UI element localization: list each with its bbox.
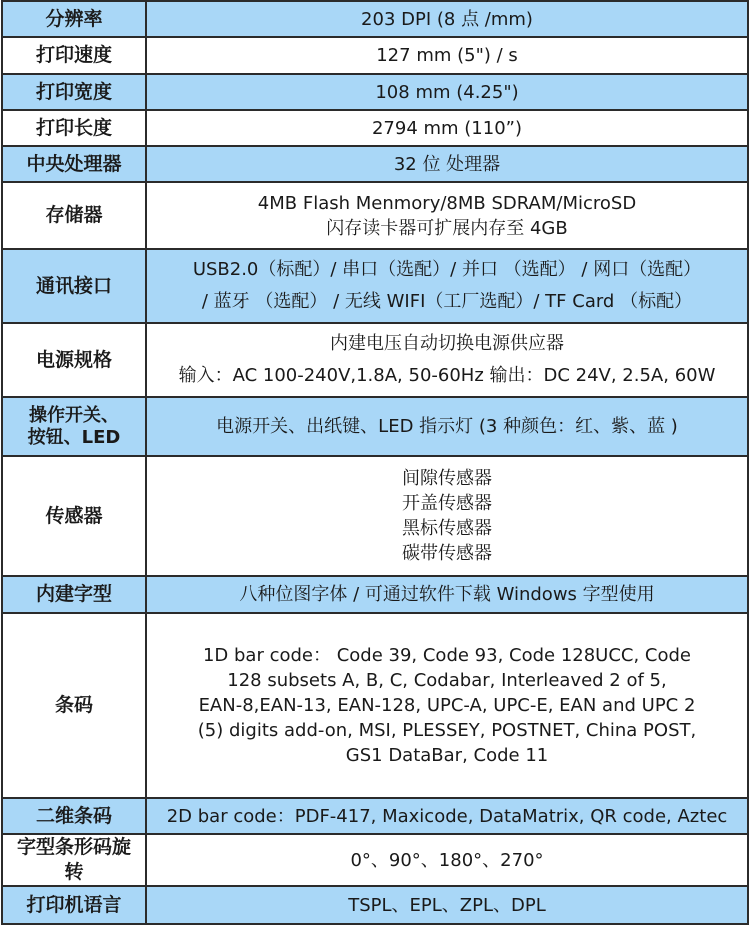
spec-value [146, 249, 748, 323]
spec-value: TSPL、EPL、ZPL、DPL [146, 886, 748, 924]
spec-label: 条码 [2, 613, 146, 798]
spec-table [1, 0, 749, 925]
spec-value: 八种位图字体 / 可通过软件下载 Windows 字型使用 [146, 576, 748, 613]
spec-value: 电源开关、出纸键、LED 指示灯 (3 种颜色：红、紫、蓝 ) [146, 397, 748, 456]
spec-value [146, 613, 748, 798]
value-line: / 蓝牙 （选配） / 无线 WIFI（工厂选配）/ TF Card （标配） [201, 291, 693, 312]
spec-row-fonts [2, 576, 748, 613]
spec-row-print-length [2, 110, 748, 146]
value-line: 闪存读卡器可扩展内存至 4GB [326, 217, 568, 239]
spec-row-rotation [2, 834, 748, 886]
value-line: 128 subsets A, B, C, Codabar, Interleaved 2 of 5, [227, 670, 667, 691]
spec-value: 127 mm (5") / s [146, 37, 748, 74]
spec-label: 内建字型 [2, 576, 146, 613]
spec-row-print-speed [2, 37, 748, 74]
value-line: 开盖传感器 [402, 493, 492, 514]
spec-label: 打印速度 [2, 37, 146, 74]
spec-value: 2794 mm (110”) [146, 110, 748, 146]
spec-label: 打印机语言 [2, 886, 146, 924]
spec-row-sensors [2, 456, 748, 576]
value-line: GS1 DataBar, Code 11 [345, 745, 549, 766]
spec-row-memory [2, 182, 748, 249]
spec-label: 传感器 [2, 456, 146, 576]
spec-label: 字型条形码旋转 [2, 834, 146, 886]
spec-value: 108 mm (4.25") [146, 74, 748, 110]
spec-value [146, 323, 748, 397]
spec-row-controls [2, 397, 748, 456]
spec-row-resolution [2, 1, 748, 37]
label-line: 操作开关、 [29, 404, 119, 426]
value-line: (5) digits add-on, MSI, PLESSEY, POSTNET, China POST, [197, 720, 697, 741]
spec-label: 打印宽度 [2, 74, 146, 110]
spec-label: 二维条码 [2, 798, 146, 834]
spec-row-printer-language [2, 886, 748, 924]
spec-label: 中央处理器 [2, 146, 146, 182]
value-line: 黑标传感器 [402, 518, 492, 539]
spec-row-power [2, 323, 748, 397]
spec-value: 32 位 处理器 [146, 146, 748, 182]
spec-row-print-width [2, 74, 748, 110]
value-line: EAN-8,EAN-13, EAN-128, UPC-A, UPC-E, EAN and UPC 2 [198, 695, 696, 716]
value-line: 1D bar code： Code 39, Code 93, Code 128UCC, Code [202, 645, 692, 666]
spec-row-2d-barcode [2, 798, 748, 834]
value-line: 间隙传感器 [402, 468, 492, 489]
value-line: 内建电压自动切换电源供应器 [330, 333, 564, 354]
spec-row-1d-barcode [2, 613, 748, 798]
spec-value: 203 DPI (8 点 /mm) [146, 1, 748, 37]
spec-value: 0°、90°、180°、270° [146, 834, 748, 886]
spec-label: 分辨率 [2, 1, 146, 37]
spec-label: 存储器 [2, 182, 146, 249]
spec-row-interfaces [2, 249, 748, 323]
spec-label [2, 397, 146, 456]
value-line: 输入：AC 100-240V,1.8A, 50-60Hz 输出：DC 24V, 2.5A, 60W [178, 365, 716, 386]
spec-label: 通讯接口 [2, 249, 146, 323]
spec-row-cpu [2, 146, 748, 182]
label-line: 按钮、LED [27, 426, 121, 448]
value-line: 碳带传感器 [402, 543, 492, 564]
spec-value: 2D bar code：PDF-417, Maxicode, DataMatrix, QR code, Aztec [146, 798, 748, 834]
spec-label: 打印长度 [2, 110, 146, 146]
value-line: 4MB Flash Menmory/8MB SDRAM/MicroSD [257, 192, 637, 214]
spec-label: 电源规格 [2, 323, 146, 397]
spec-value [146, 456, 748, 576]
spec-value [146, 182, 748, 249]
value-line: USB2.0（标配）/ 串口（选配）/ 并口 （选配） / 网口（选配） [192, 259, 702, 280]
